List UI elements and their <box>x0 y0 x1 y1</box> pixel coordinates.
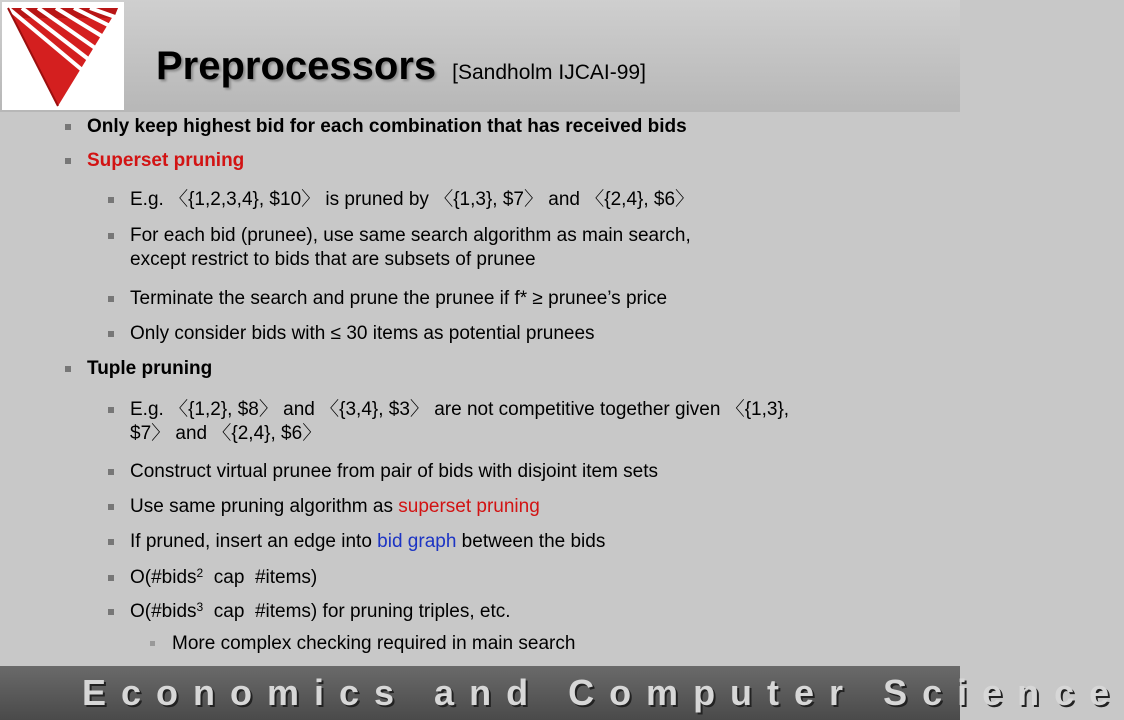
bullet-square-icon <box>65 124 71 130</box>
bullet-square-icon <box>108 407 114 413</box>
bullet-tuple-example <box>130 398 789 446</box>
bullet-text: Only consider bids with ≤ 30 items as potential prunees <box>130 323 595 344</box>
bullet-square-icon <box>108 233 114 239</box>
bullet-square-icon <box>108 469 114 475</box>
slide-subtitle: [Sandholm IJCAI-99] <box>452 61 646 84</box>
bullet-complex-checking <box>172 632 575 656</box>
bullet-square-icon <box>108 575 114 581</box>
bullet-virtual-prunee <box>130 460 658 484</box>
bullet-text: Terminate the search and prune the prunee if f* ≥ prunee’s price <box>130 288 668 309</box>
bullet-same-algorithm <box>130 495 540 519</box>
bullet-square-icon <box>65 366 71 372</box>
bullet-square-icon <box>108 331 114 337</box>
bullet-text: Superset pruning <box>87 150 245 171</box>
bullet-text: Only keep highest bid for each combination that has received bids <box>87 116 687 137</box>
bullet-square-icon <box>108 504 114 510</box>
slide-footer <box>0 666 1124 720</box>
bullet-text: E.g. 〈{1,2,3,4}, $10〉 is pruned by 〈{1,3}, $7〉 and 〈{2,4}, $6〉 <box>130 189 695 210</box>
bullet-text: cap #items) <box>203 567 318 588</box>
bullet-square-icon <box>108 539 114 545</box>
bullet-text: If pruned, insert an edge into <box>130 531 378 552</box>
slide-content <box>0 112 960 666</box>
bullet-text-line: except restrict to bids that are subsets of prunee <box>130 249 536 270</box>
bullet-consider-bids <box>130 322 595 346</box>
slide-header <box>0 0 960 112</box>
bullet-text: O(#bids <box>130 601 197 622</box>
bullet-terminate-search <box>130 287 667 311</box>
bullet-text: Tuple pruning <box>87 358 213 379</box>
superset-pruning-ref: superset pruning <box>398 496 540 517</box>
bid-graph-ref: bid graph <box>377 531 457 552</box>
bullet-text-line: For each bid (prunee), use same search algorithm as main search, <box>130 225 691 246</box>
bullet-square-icon <box>108 609 114 615</box>
exponent: 2 <box>196 566 204 580</box>
bullet-text-line: E.g. 〈{1,2}, $8〉 and 〈{3,4}, $3〉 are not competitive together given 〈{1,3}, <box>130 399 790 420</box>
bullet-complexity-pairs <box>130 566 317 590</box>
bullet-insert-edge <box>130 530 605 554</box>
bullet-square-icon <box>65 158 71 164</box>
bullet-text: cap #items) for pruning triples, etc. <box>203 601 511 622</box>
slide-title: Preprocessors <box>156 44 437 88</box>
bullet-prunee-search <box>130 224 691 272</box>
bullet-text-line: $7〉 and 〈{2,4}, $6〉 <box>130 423 322 444</box>
bullet-square-icon <box>150 641 155 646</box>
bullet-superset-example <box>130 188 694 212</box>
bullet-square-icon <box>108 296 114 302</box>
bullet-square-icon <box>108 197 114 203</box>
footer-text: Economics and Computer Science <box>82 672 1124 713</box>
bullet-complexity-triples <box>130 600 511 624</box>
bullet-text: Construct virtual prunee from pair of bids with disjoint item sets <box>130 461 658 482</box>
bullet-text: between the bids <box>456 531 606 552</box>
university-logo <box>2 2 124 110</box>
exponent: 3 <box>196 600 204 614</box>
bullet-text: Use same pruning algorithm as <box>130 496 399 517</box>
title-area <box>156 44 646 89</box>
logo-graphic <box>2 2 124 110</box>
bullet-tuple-pruning <box>87 357 212 381</box>
bullet-superset-pruning <box>87 149 244 173</box>
bullet-text: O(#bids <box>130 567 197 588</box>
bullet-text: More complex checking required in main search <box>172 633 576 654</box>
bullet-highest-bid <box>87 115 687 139</box>
